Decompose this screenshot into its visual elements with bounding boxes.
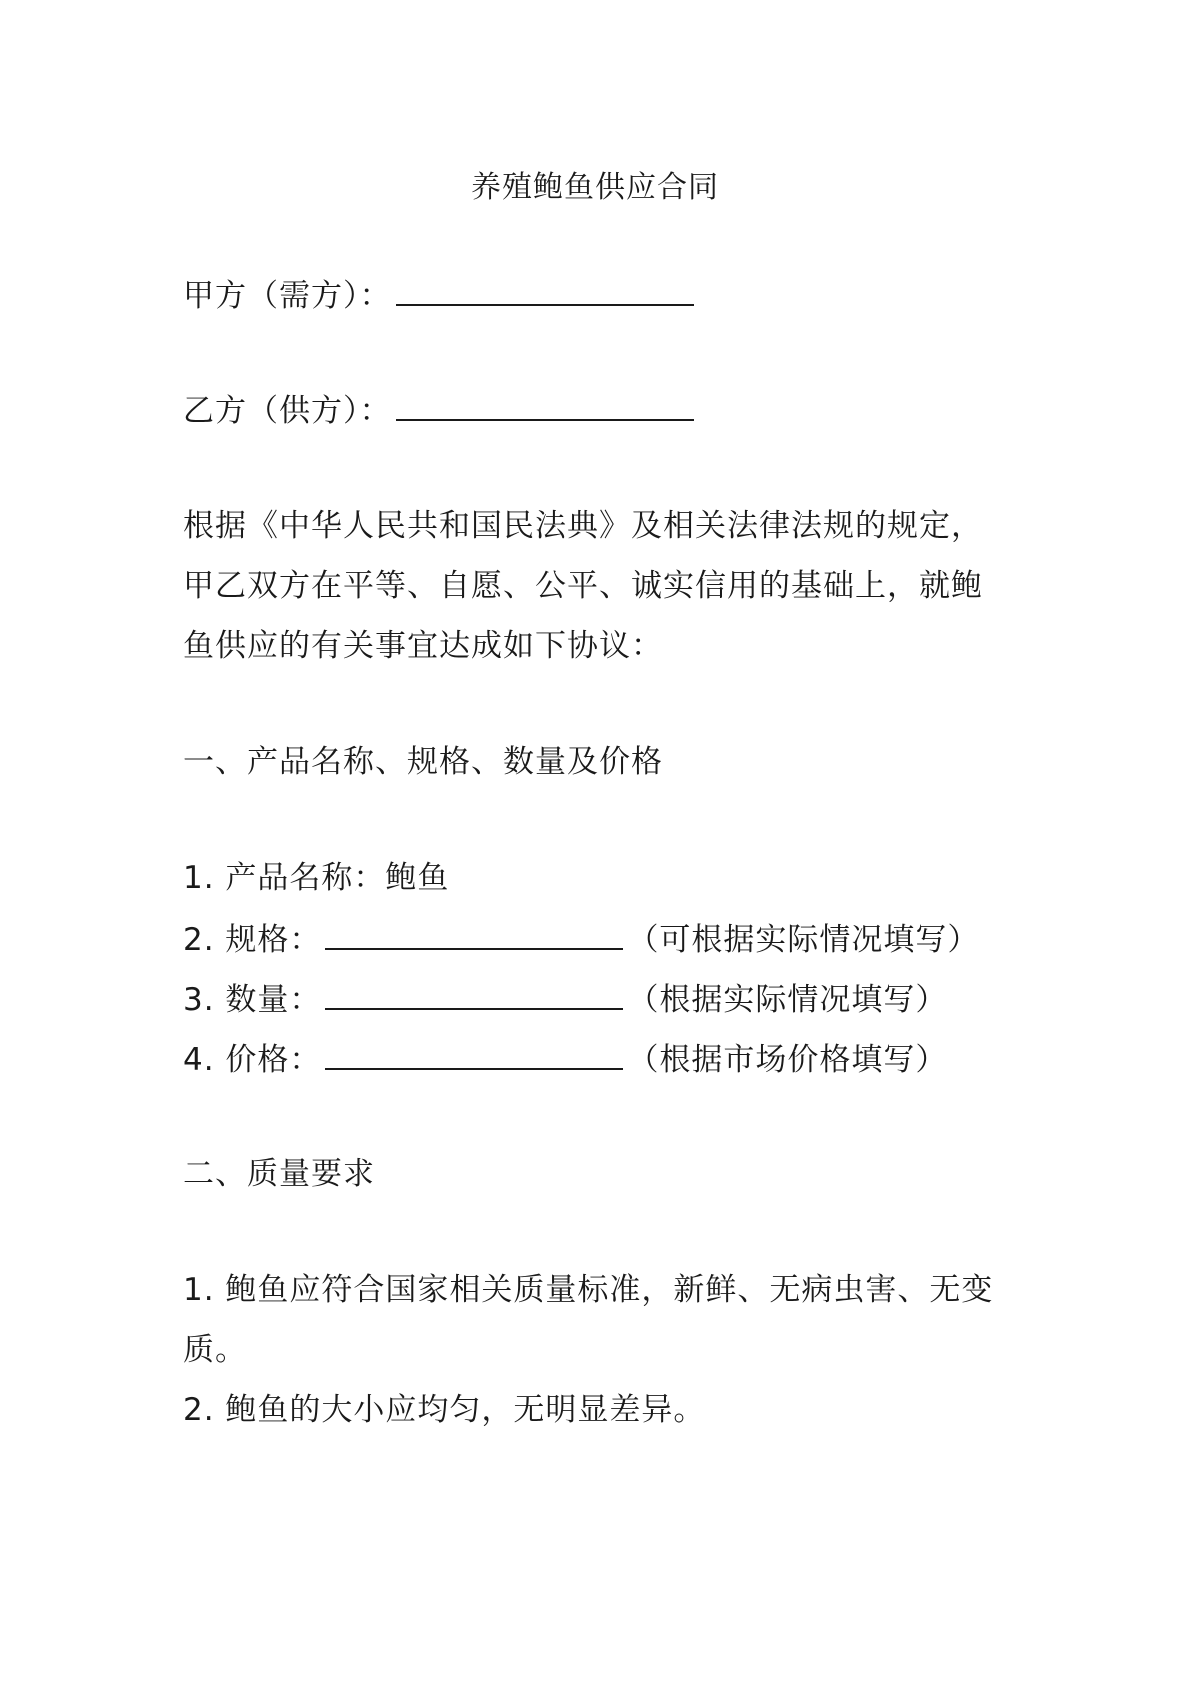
quantity-note: （根据实际情况填写） bbox=[627, 982, 948, 1018]
price-note: （根据市场价格填写） bbox=[627, 1042, 948, 1078]
document-title: 养殖鲍鱼供应合同 bbox=[471, 170, 719, 205]
spec-label: 2. 规格： bbox=[183, 922, 322, 958]
section1-heading: 一、产品名称、规格、数量及价格 bbox=[183, 744, 663, 780]
party-b-line bbox=[183, 389, 698, 431]
party-b-blank bbox=[396, 389, 694, 421]
quantity-blank bbox=[325, 978, 623, 1010]
party-a-label: 甲方（需方）： bbox=[183, 278, 392, 314]
price-blank bbox=[325, 1038, 623, 1070]
section2-heading: 二、质量要求 bbox=[183, 1156, 375, 1192]
spec-blank bbox=[325, 918, 623, 950]
party-a-line bbox=[183, 274, 698, 316]
preamble-line-3: 鱼供应的有关事宜达成如下协议： bbox=[183, 628, 663, 664]
spec-note: （可根据实际情况填写） bbox=[627, 922, 980, 958]
section2-item1-line2: 质。 bbox=[183, 1332, 247, 1368]
section1-item1: 1. 产品名称：鲍鱼 bbox=[183, 860, 450, 896]
party-b-label: 乙方（供方）： bbox=[183, 393, 392, 429]
section1-item4 bbox=[183, 1038, 947, 1080]
section2-item1-line1: 1. 鲍鱼应符合国家相关质量标准，新鲜、无病虫害、无变 bbox=[183, 1272, 994, 1308]
party-a-blank bbox=[396, 274, 694, 306]
quantity-label: 3. 数量： bbox=[183, 982, 322, 1018]
preamble-line-1: 根据《中华人民共和国民法典》及相关法律法规的规定， bbox=[183, 508, 983, 544]
section2-item2: 2. 鲍鱼的大小应均匀，无明显差异。 bbox=[183, 1392, 706, 1428]
preamble-line-2: 甲乙双方在平等、自愿、公平、诚实信用的基础上，就鲍 bbox=[183, 568, 983, 604]
price-label: 4. 价格： bbox=[183, 1042, 322, 1078]
section1-item2 bbox=[183, 918, 979, 960]
section1-item3 bbox=[183, 978, 947, 1020]
